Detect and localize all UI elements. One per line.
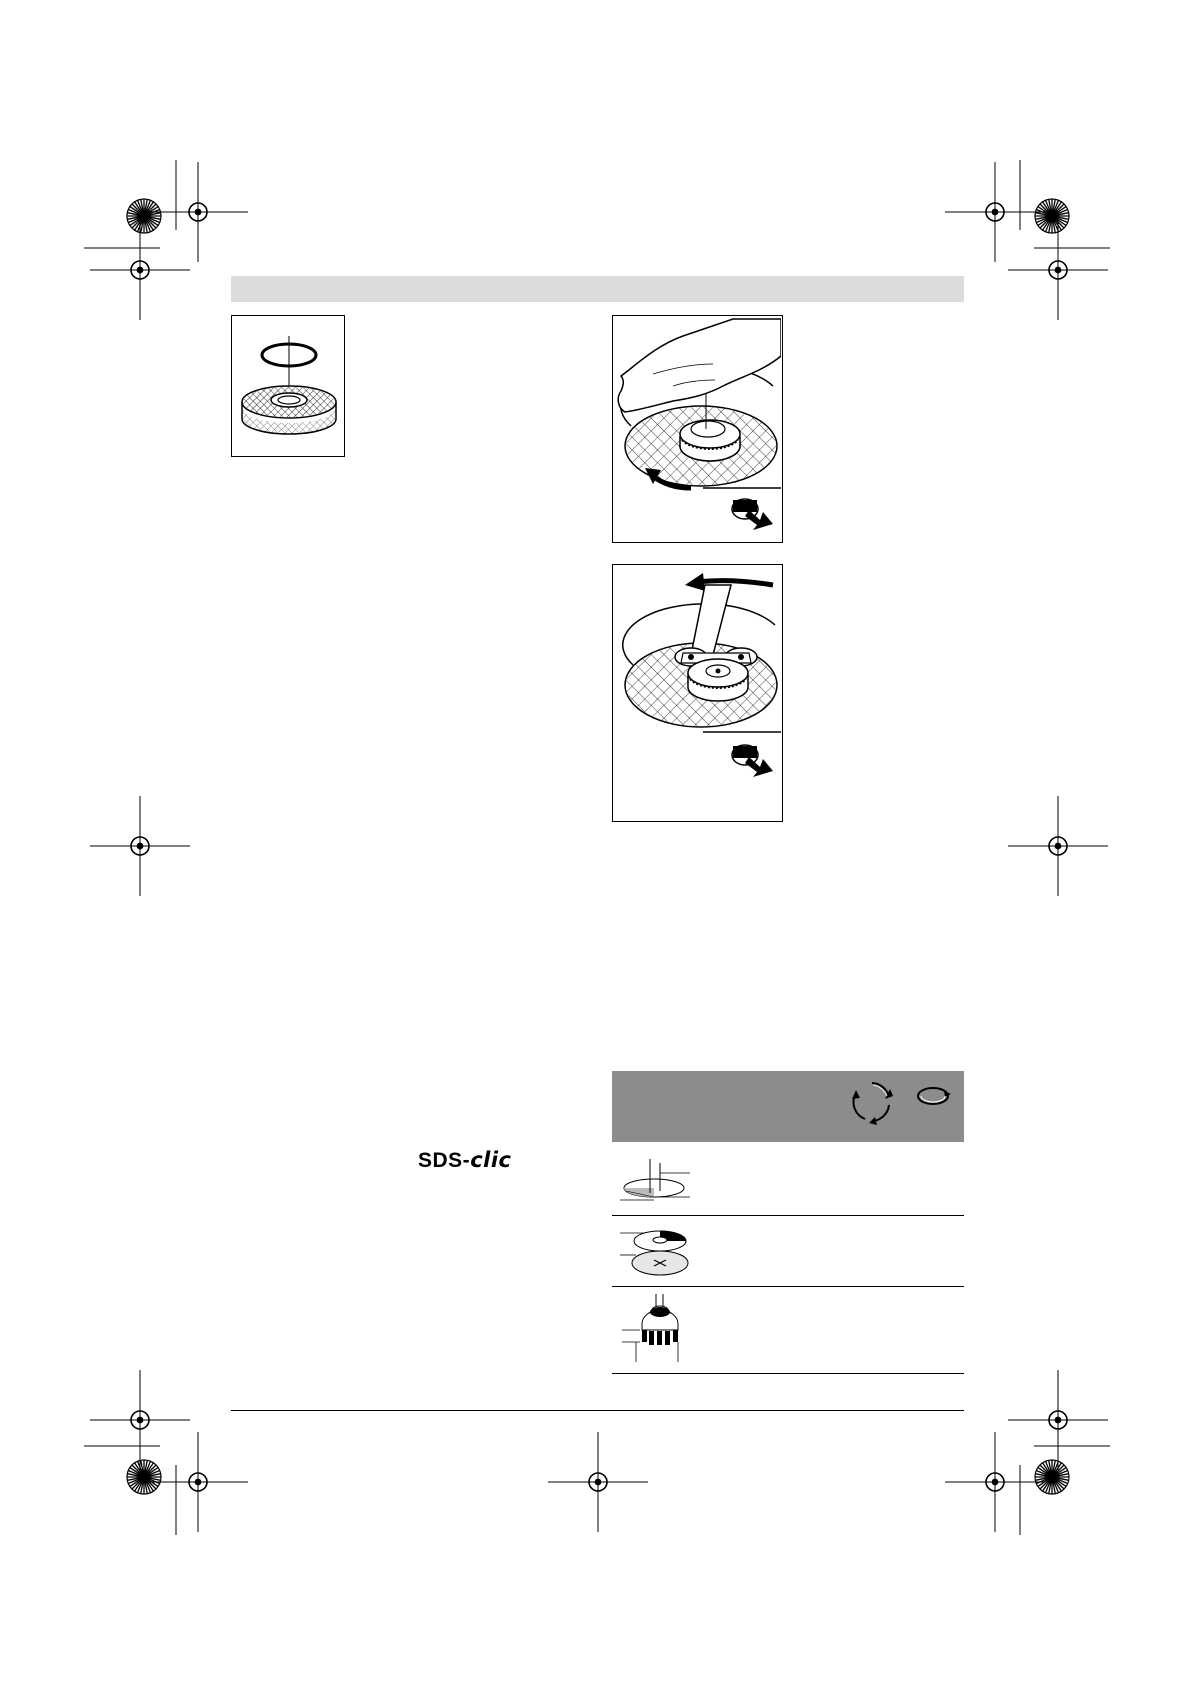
rotation-ring-icon [915,1083,955,1109]
flange-illustration [232,316,343,455]
table-row-divider [612,1373,964,1374]
footer-rule [231,1410,964,1411]
table-header [612,1071,964,1142]
sds-clic-logo [418,1148,511,1173]
cup-brush-icon [620,1292,700,1364]
figure-o-ring-flange [231,315,345,457]
figure-disc-spanner [612,564,783,822]
header-band [231,276,964,302]
recycle-arrows-icon [847,1077,897,1127]
sds-logo-text-a: SDS- [418,1149,471,1172]
cutting-disc-icon [620,1153,700,1203]
table-row-divider [612,1215,964,1216]
disc-hand-illustration [613,316,781,541]
grinding-disc-icon [620,1225,700,1283]
disc-spanner-illustration [613,565,781,820]
table-row-divider [612,1286,964,1287]
sds-logo-text-b: clic [470,1148,512,1172]
figure-disc-hand-mount [612,315,783,543]
